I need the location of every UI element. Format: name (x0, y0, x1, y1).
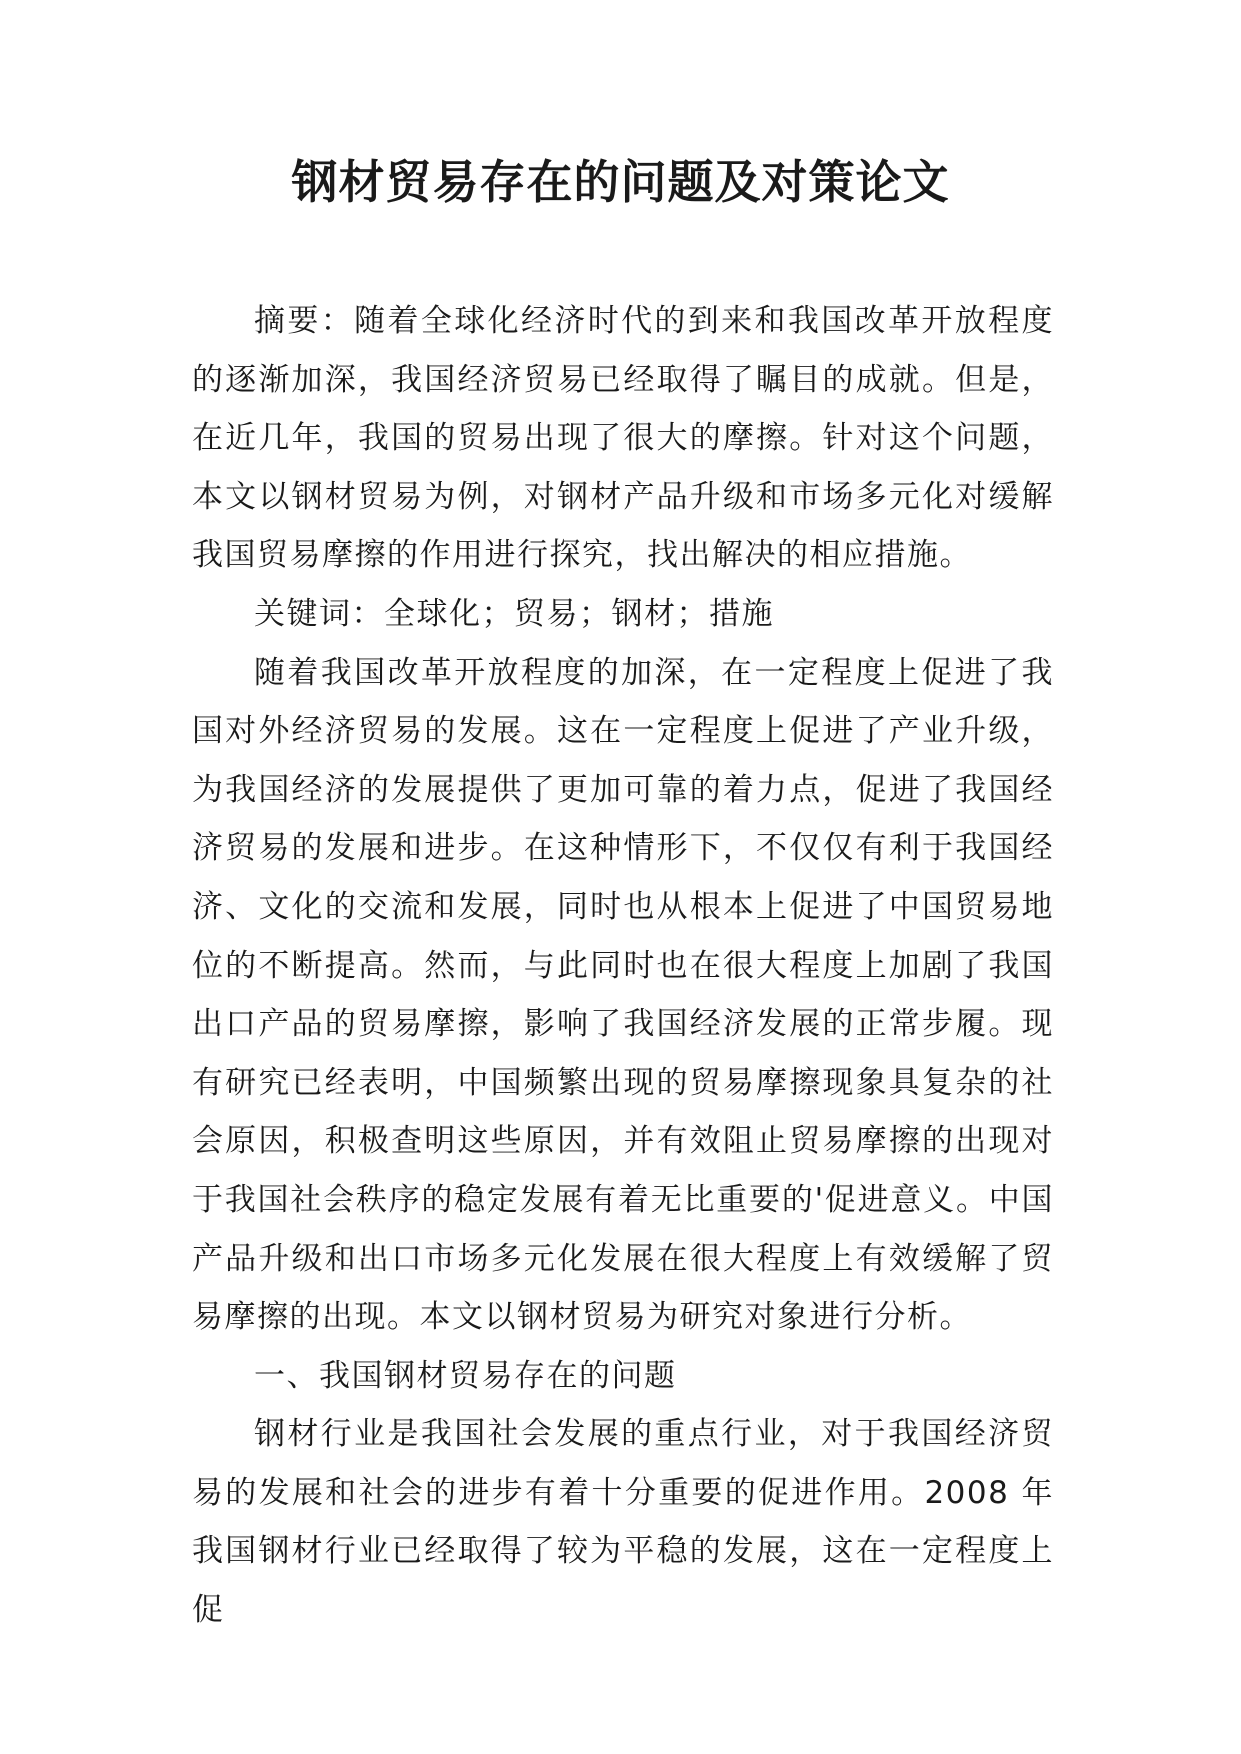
intro-paragraph: 随着我国改革开放程度的加深，在一定程度上促进了我国对外经济贸易的发展。这在一定程度上促进了产业升级，为我国经济的发展提供了更加可靠的着力点，促进了我国经济贸易的发展和进步。在这种情形下，不仅仅有利于我国经济、文化的交流和发展，同时也从根本上促进了中国贸易地位的不断提高。然而，与此同时也在很大程度上加剧了我国出口产品的贸易摩擦，影响了我国经济发展的正常步履。现有研究已经表明，中国频繁出现的贸易摩擦现象具复杂的社会原因，积极查明这些原因，并有效阻止贸易摩擦的出现对于我国社会秩序的稳定发展有着无比重要的'促进意义。中国产品升级和出口市场多元化发展在很大程度上有效缓解了贸易摩擦的出现。本文以钢材贸易为研究对象进行分析。 (192, 654, 1054, 1336)
keywords-paragraph: 关键词：全球化；贸易；钢材；措施 (254, 595, 774, 632)
section-heading: 一、我国钢材贸易存在的问题 (254, 1357, 677, 1394)
abstract-paragraph: 摘要：随着全球化经济时代的到来和我国改革开放程度的逐渐加深，我国经济贸易已经取得了瞩目的成就。但是，在近几年，我国的贸易出现了很大的摩擦。针对这个问题，本文以钢材贸易为例，对钢材产品升级和市场多元化对缓解我国贸易摩擦的作用进行探究，找出解决的相应措施。 (192, 303, 1054, 574)
document-title: 钢材贸易存在的问题及对策论文 (291, 155, 950, 209)
document-body (192, 292, 1054, 1640)
body-paragraph: 钢材行业是我国社会发展的重点行业，对于我国经济贸易的发展和社会的进步有着十分重要的促进作用。2008 年我国钢材行业已经取得了较为平稳的发展，这在一定程度上促 (192, 1416, 1054, 1629)
